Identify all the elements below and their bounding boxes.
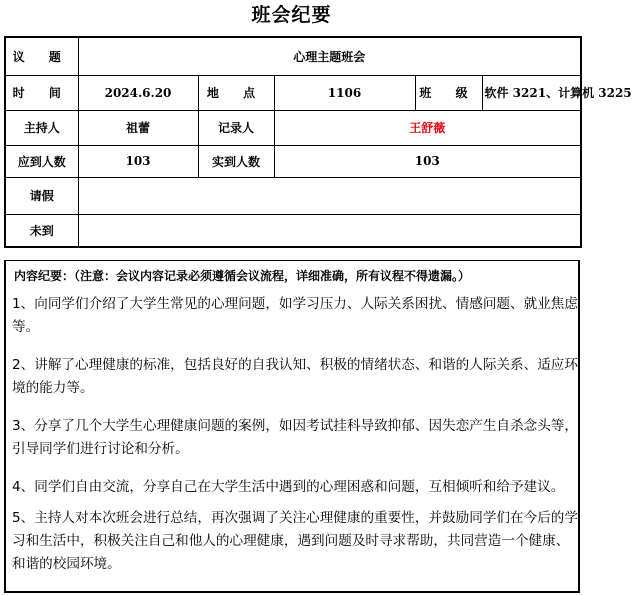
row-host [5,110,581,145]
content-section [4,260,580,593]
content-item: 5、主持人对本次班会进行总结，再次强调了关注心理健康的重要性，并鼓励同学们在今后的学习和生活中，积极关注自己和他人的心理健康，遇到问题及时寻求帮助，共同营造一个健康、和谐的校园环境。 [12,510,578,572]
row-time [5,75,581,110]
absent-value [78,214,581,247]
recorder-label: 记录人 [198,110,274,145]
leave-label: 请假 [5,177,78,214]
content-item: 1、向同学们介绍了大学生常见的心理问题，如学习压力、人际关系困扰、情感问题、就业焦虑等。 [12,296,578,335]
topic-label: 议 题 [5,37,78,75]
time-label: 时 间 [5,75,78,110]
place-label: 地 点 [198,75,274,110]
row-leave [5,177,581,214]
actual-value: 103 [274,145,581,177]
page-title: 班会纪要 [251,4,332,26]
class-label: 班 级 [415,75,482,110]
row-absent [5,214,581,247]
row-topic [5,37,581,75]
time-value: 2024.6.20 [78,75,198,110]
actual-label: 实到人数 [198,145,274,177]
expected-value: 103 [78,145,198,177]
host-label: 主持人 [5,110,78,145]
content-item: 4、同学们自由交流，分享自己在大学生活中遇到的心理困惑和问题，互相倾听和给予建议。 [12,479,565,495]
host-value: 祖蕾 [78,110,198,145]
topic-value: 心理主题班会 [78,37,581,75]
meeting-info-table [4,36,632,248]
class-value: 软件 3221、计算机 3225 [482,75,581,110]
content-item: 2、讲解了心理健康的标准，包括良好的自我认知、积极的情绪状态、和谐的人际关系、适应环境的能力等。 [12,357,578,396]
leave-value [78,177,581,214]
absent-label: 未到 [5,214,78,247]
row-attendance [5,145,581,177]
content-heading: 内容纪要：（注意：会议内容记录必须遵循会议流程，详细准确，所有议程不得遗漏。） [14,269,471,283]
recorder-value: 王舒薇 [274,110,581,145]
expected-label: 应到人数 [5,145,78,177]
place-value: 1106 [274,75,415,110]
content-item: 3、分享了几个大学生心理健康问题的案例，如因考试挂科导致抑郁、因失恋产生自杀念头等，引导同学们进行讨论和分析。 [12,418,578,457]
